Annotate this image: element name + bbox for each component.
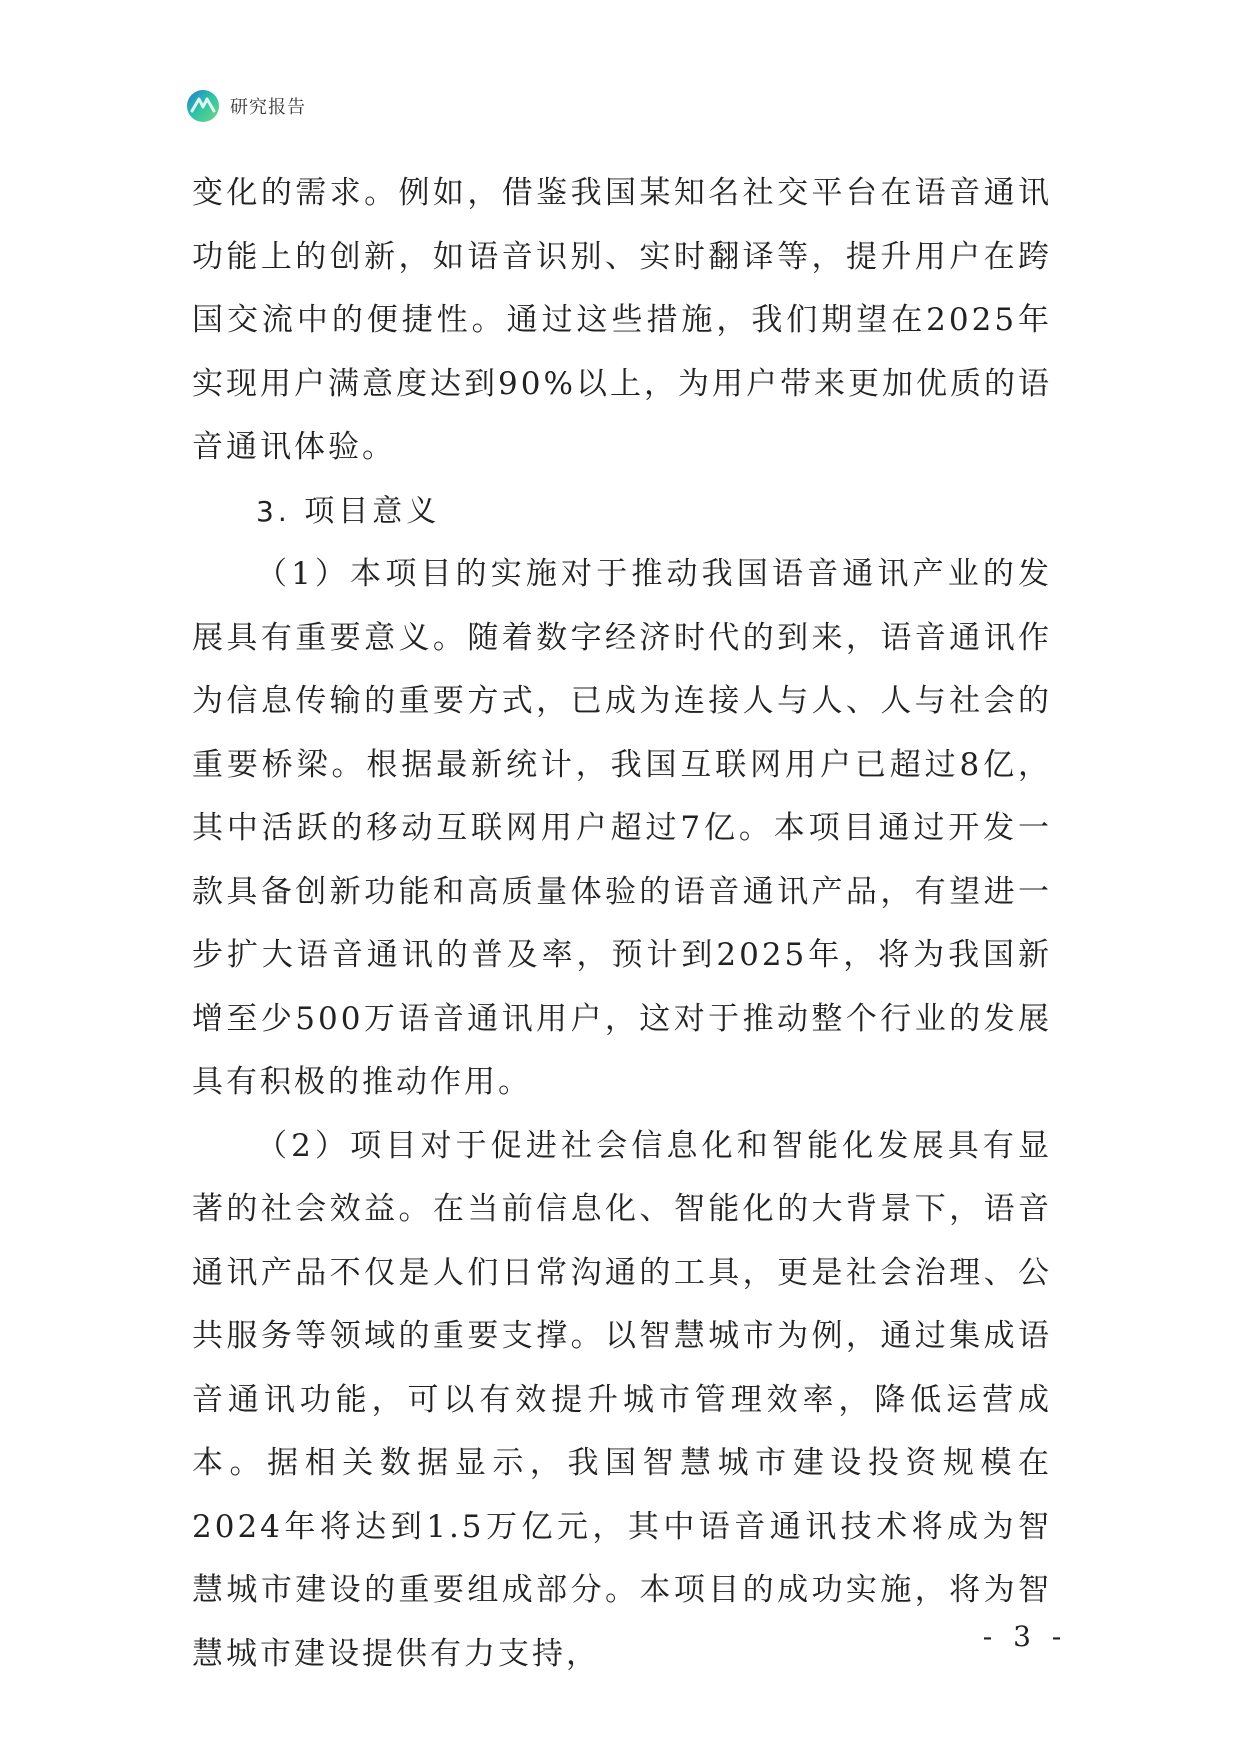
- section-heading-text: 项目意义: [304, 493, 441, 529]
- document-body: [192, 162, 1052, 1686]
- paragraph-significance-2: （2）项目对于促进社会信息化和智能化发展具有显著的社会效益。在当前信息化、智能化的大背景下，语音通讯产品不仅是人们日常沟通的工具，更是社会治理、公共服务等领域的重要支撑。以智慧城市为例，通过集成语音通讯功能，可以有效提升城市管理效率，降低运营成本。据相关数据显示，我国智慧城市建设投资规模在2024年将达到1.5万亿元，其中语音通讯技术将成为智慧城市建设的重要组成部分。本项目的成功实施，将为智慧城市建设提供有力支持，: [192, 1127, 1052, 1672]
- page-header: [186, 86, 306, 126]
- paragraph-significance-1: （1）本项目的实施对于推动我国语音通讯产业的发展具有重要意义。随着数字经济时代的到来，语音通讯作为信息传输的重要方式，已成为连接人与人、人与社会的重要桥梁。根据最新统计，我国互联网用户已超过8亿，其中活跃的移动互联网用户超过7亿。本项目通过开发一款具备创新功能和高质量体验的语音通讯产品，有望进一步扩大语音通讯的普及率，预计到2025年，将为我国新增至少500万语音通讯用户，这对于推动整个行业的发展具有积极的推动作用。: [192, 556, 1052, 1100]
- section-heading: [192, 480, 1052, 544]
- logo-icon: [186, 89, 220, 123]
- section-heading-number: 3.: [256, 494, 291, 528]
- header-title: 研究报告: [230, 97, 306, 118]
- page-number: - 3 -: [982, 1620, 1068, 1653]
- paragraph-continued: 变化的需求。例如，借鉴我国某知名社交平台在语音通讯功能上的创新，如语音识别、实时翻译等，提升用户在跨国交流中的便捷性。通过这些措施，我们期望在2025年实现用户满意度达到90%以上，为用户带来更加优质的语音通讯体验。: [192, 175, 1052, 465]
